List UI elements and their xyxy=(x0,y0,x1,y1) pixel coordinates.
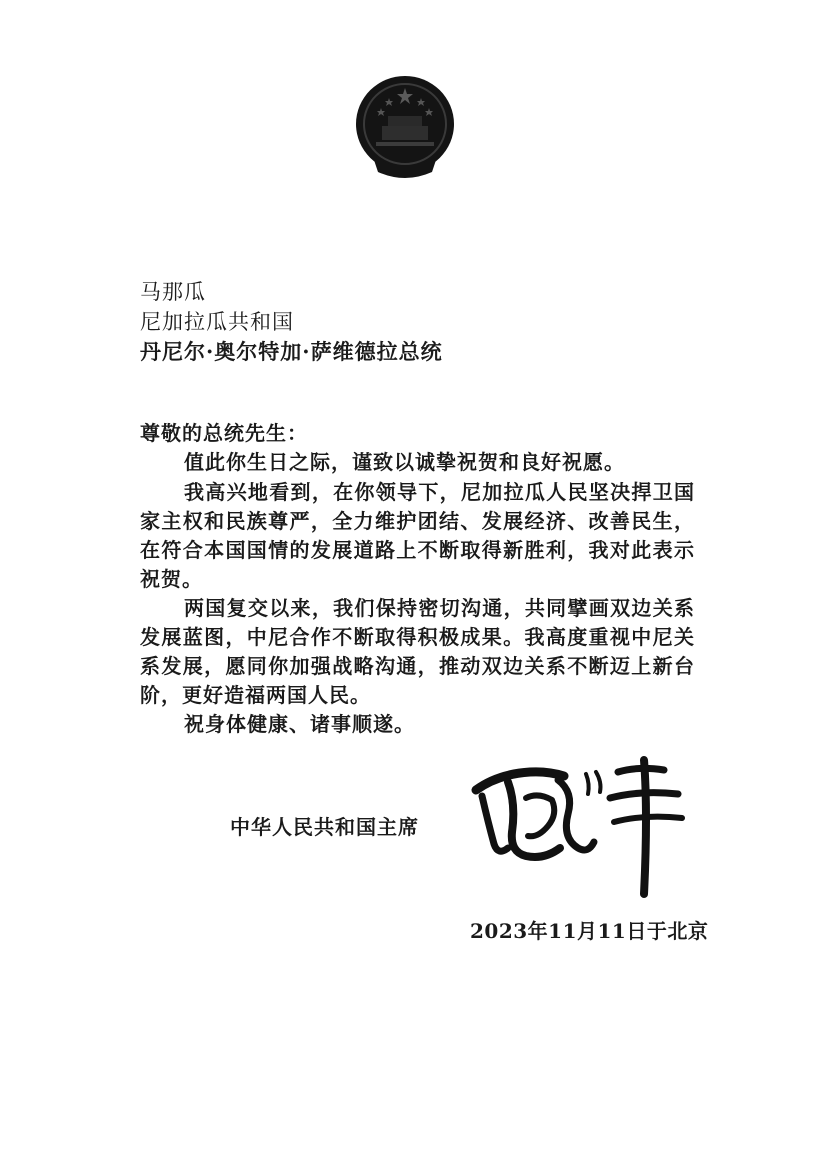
recipient-city: 马那瓜 xyxy=(140,280,206,304)
paragraph: 祝身体健康、诸事顺遂。 xyxy=(184,712,415,736)
salutation: 尊敬的总统先生： xyxy=(140,421,308,445)
date-and-place: 2023年11月11日于北京 xyxy=(470,919,709,943)
recipient-name: 丹尼尔·奥尔特加·萨维德拉总统 xyxy=(140,339,443,364)
recipient-country: 尼加拉瓜共和国 xyxy=(140,310,294,334)
letter-body xyxy=(140,448,695,739)
paragraph: 我高兴地看到，在你领导下，尼加拉瓜人民坚决捍卫国家主权和民族尊严，全力维护团结、发展经济、改善民生，在符合本国国情的发展道路上不断取得新胜利，我对此表示祝贺。 xyxy=(140,480,695,591)
recipient-address xyxy=(140,277,443,367)
paragraph: 两国复交以来，我们保持密切沟通，共同擘画双边关系发展蓝图，中尼合作不断取得积极成果。我高度重视中尼关系发展，愿同你加强战略沟通，推动双边关系不断迈上新台阶，更好造福两国人民。 xyxy=(140,596,695,707)
national-emblem-icon xyxy=(352,72,458,184)
signatory-title: 中华人民共和国主席 xyxy=(230,815,419,839)
paragraph: 值此你生日之际，谨致以诚挚祝贺和良好祝愿。 xyxy=(184,450,625,474)
handwritten-signature xyxy=(468,752,688,902)
